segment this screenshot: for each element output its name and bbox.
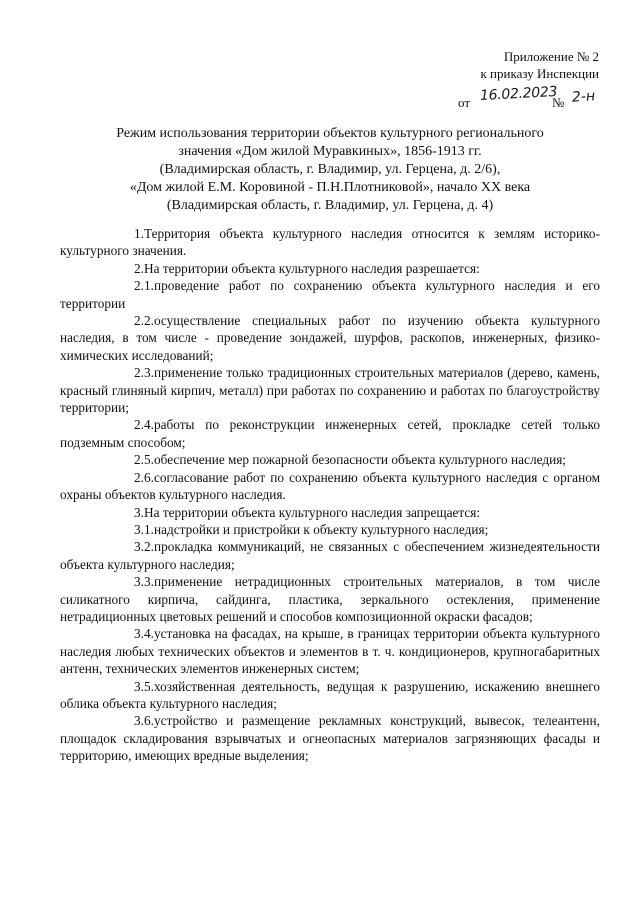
order-reference: к приказу Инспекции xyxy=(480,66,599,81)
list-item xyxy=(60,678,600,713)
title-line: (Владимирская область, г. Владимир, ул. Герцена, д. 2/6), xyxy=(159,162,501,177)
item-text: установка на фасадах, на крыше, в границах территории объекта культурного наследия любых технических объектов и элементов в т. ч. кондиционеров, крупногабаритных антенн, технических элементов инженерных систем; xyxy=(60,626,600,677)
item-text: На территории объекта культурного наследия разрешается: xyxy=(143,260,480,276)
title-line: значения «Дом жилой Муравкиных», 1856-1913 гг. xyxy=(178,144,482,159)
list-item xyxy=(60,364,600,416)
list-item xyxy=(60,573,600,625)
item-number: 3.5. xyxy=(134,678,154,694)
item-number: 3.6. xyxy=(134,713,154,729)
item-number: 2.3. xyxy=(134,365,154,381)
appendix-label: Приложение № 2 xyxy=(503,49,599,64)
list-item xyxy=(60,225,600,260)
item-number: 2.1. xyxy=(134,278,154,294)
item-text: применение нетрадиционных строительных материалов, в том числе силикатного кирпича, сайдинга, пластика, зеркального остекления, применение нетрадиционных цветовых решений и способов композиционной окраски фасадов; xyxy=(60,574,600,624)
list-item xyxy=(60,625,600,677)
document-title xyxy=(60,125,600,215)
item-number: 3.2. xyxy=(134,539,154,555)
order-date-line xyxy=(458,83,608,114)
item-number: 3.4. xyxy=(134,626,154,642)
list-item xyxy=(60,538,600,573)
list-item xyxy=(60,469,600,504)
item-number: 3.3. xyxy=(134,574,154,590)
item-number: 2. xyxy=(134,260,144,276)
item-number: 1. xyxy=(134,226,144,241)
item-text: На территории объекта культурного наследия запрещается: xyxy=(143,504,481,520)
list-item xyxy=(60,521,600,538)
item-text: работы по реконструкции инженерных сетей, прокладке сетей только подземным способом; xyxy=(60,417,600,450)
item-number: 2.4. xyxy=(134,417,154,433)
item-text: Территория объекта культурного наследия относится к землям историко-культурного значения. xyxy=(60,226,600,259)
handwritten-date: 16.02.2023 xyxy=(479,83,558,105)
list-item xyxy=(60,416,600,451)
item-text: осуществление специальных работ по изучению объекта культурного наследия, в том числе - проведение зондажей, шурфов, раскопов, инженерных, физико-химических исследований; xyxy=(60,313,600,363)
list-item xyxy=(60,312,600,364)
item-number: 2.5. xyxy=(134,452,154,468)
document-body xyxy=(60,225,600,765)
title-line: «Дом жилой Е.М. Коровиной - П.Н.Плотниковой», начало XX века xyxy=(129,180,531,195)
title-line: (Владимирская область, г. Владимир, ул. Герцена, д. 4) xyxy=(166,198,494,213)
list-item xyxy=(60,260,600,277)
title-line: Режим использования территории объектов культурного регионального xyxy=(116,126,544,141)
item-number: 2.6. xyxy=(134,469,154,485)
list-item xyxy=(60,451,600,468)
item-text: проведение работ по сохранению объекта культурного наследия и его территории xyxy=(60,278,600,311)
item-text: устройство и размещение рекламных конструкций, вывесок, телеантенн, площадок складирования взрывчатых и огнеопасных материалов загрязняющих фасады и территорию, имеющих вредные выделения; xyxy=(60,713,600,764)
number-prefix: № xyxy=(552,95,565,110)
list-item xyxy=(60,504,600,521)
item-number: 3.1. xyxy=(134,521,154,537)
list-item xyxy=(60,277,600,312)
item-text: прокладка коммуникаций, не связанных с обеспечением жизнедеятельности объекта культурного наследия; xyxy=(60,539,600,572)
handwritten-number: 2-н xyxy=(571,88,596,106)
item-number: 3. xyxy=(134,504,144,520)
item-text: обеспечение мер пожарной безопасности объекта культурного наследия; xyxy=(153,452,567,468)
item-text: хозяйственная деятельность, ведущая к разрушению, искажению внешнего облика объекта культурного наследия; xyxy=(60,678,600,711)
item-text: надстройки и пристройки к объекту культурного наследия; xyxy=(153,521,489,537)
date-prefix: от xyxy=(458,95,471,110)
item-text: применение только традиционных строительных материалов (дерево, камень, красный глиняный кирпич, металл) при работах по сохранению и работах по благоустройству территории; xyxy=(60,365,600,416)
list-item xyxy=(60,712,600,764)
item-number: 2.2. xyxy=(134,313,154,329)
item-text: согласование работ по сохранению объекта культурного наследия с органом охраны объектов культурного наследия. xyxy=(60,469,600,503)
